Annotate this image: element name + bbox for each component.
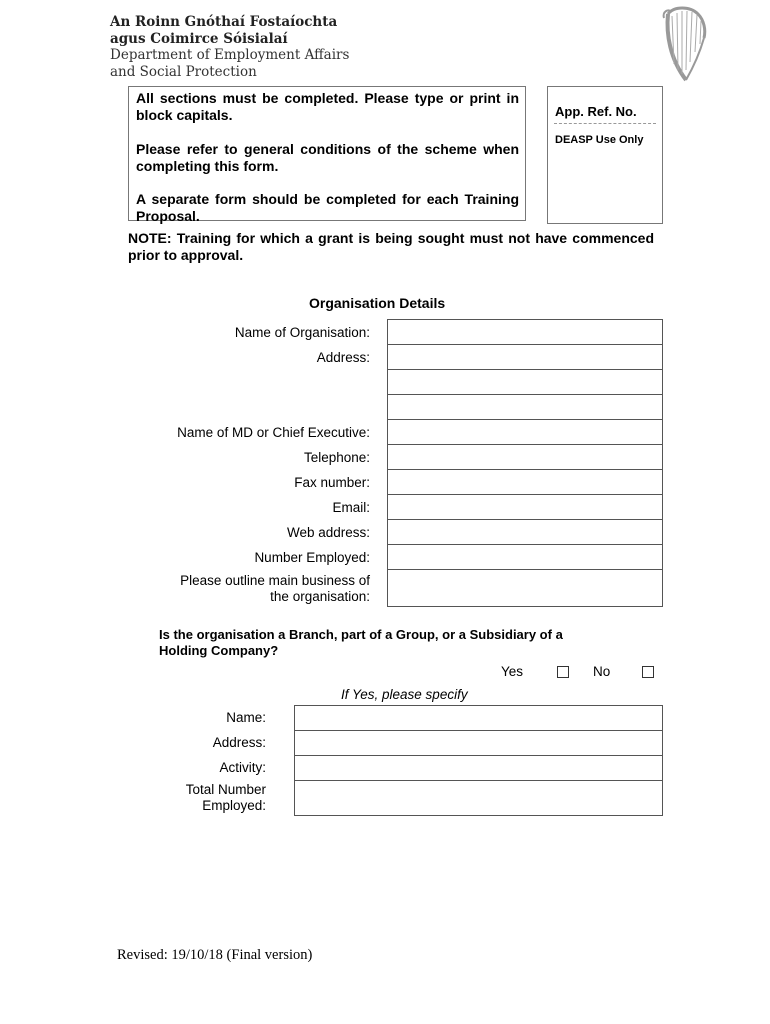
holding-name-field[interactable] (294, 705, 663, 731)
group-question-line1: Is the organisation a Branch, part of a Group, or a Subsidiary of a (159, 627, 563, 642)
instructions-p1: All sections must be completed. Please type or print in block capitals. (136, 90, 519, 123)
dept-english-line1: Department of Employment Affairs (110, 47, 350, 63)
fax-field[interactable] (387, 469, 663, 495)
department-header (110, 14, 349, 80)
dept-irish-line2: agus Coimirce Sóisialaí (110, 30, 288, 47)
organisation-name-field[interactable] (387, 319, 663, 345)
label-web: Web address: (286, 525, 370, 540)
web-address-field[interactable] (387, 519, 663, 545)
no-label: No (593, 664, 611, 679)
group-question (159, 627, 619, 659)
md-name-field[interactable] (387, 419, 663, 445)
telephone-field[interactable] (387, 444, 663, 470)
if-yes-specify: If Yes, please specify (341, 687, 468, 702)
email-field[interactable] (387, 494, 663, 520)
label-total-employed-line1: Total Number (185, 782, 266, 797)
label-total-employed-line2: Employed: (202, 798, 266, 813)
no-checkbox[interactable] (642, 666, 654, 678)
approval-note: NOTE: Training for which a grant is being sought must not have commenced prior to approval. (128, 230, 654, 263)
label-total-employed (186, 782, 266, 814)
label-telephone: Telephone: (303, 450, 370, 465)
label-holding-name: Name: (226, 710, 266, 725)
address-field-line2[interactable] (387, 369, 663, 395)
instructions-p3: A separate form should be completed for each Training Proposal. (136, 191, 519, 224)
label-address: Address: (316, 350, 370, 365)
label-md-name: Name of MD or Chief Executive: (177, 425, 370, 440)
label-holding-address: Address: (212, 735, 266, 750)
deasp-use-only-label: DEASP Use Only (555, 134, 644, 146)
dept-english-line2: and Social Protection (110, 63, 257, 80)
address-field-line1[interactable] (387, 344, 663, 370)
label-fax: Fax number: (294, 475, 370, 490)
yes-checkbox[interactable] (557, 666, 569, 678)
address-field-line3[interactable] (387, 394, 663, 420)
section-title-organisation: Organisation Details (309, 295, 446, 311)
app-ref-label: App. Ref. No. (555, 104, 637, 119)
total-employed-field[interactable] (294, 780, 663, 816)
holding-activity-field[interactable] (294, 755, 663, 781)
label-holding-activity: Activity: (219, 760, 266, 775)
label-main-business-line2: the organisation: (270, 589, 370, 604)
number-employed-field[interactable] (387, 544, 663, 570)
harp-crest-icon (660, 4, 712, 84)
office-use-box (547, 86, 663, 224)
ref-divider (554, 123, 656, 124)
group-question-line2: Holding Company? (159, 643, 279, 658)
holding-address-field[interactable] (294, 730, 663, 756)
main-business-field[interactable] (387, 569, 663, 607)
label-organisation-name: Name of Organisation: (234, 325, 370, 340)
dept-irish-line1: An Roinn Gnóthaí Fostaíochta (110, 14, 338, 30)
revision-footer: Revised: 19/10/18 (Final version) (117, 947, 313, 963)
yes-label: Yes (501, 664, 524, 679)
label-main-business-line1: Please outline main business of (180, 573, 370, 588)
label-email: Email: (332, 500, 370, 515)
instructions-box (128, 86, 526, 224)
label-number-employed: Number Employed: (254, 550, 370, 565)
instructions-p2: Please refer to general conditions of the scheme when completing this form. (136, 141, 519, 174)
label-main-business (180, 573, 370, 605)
